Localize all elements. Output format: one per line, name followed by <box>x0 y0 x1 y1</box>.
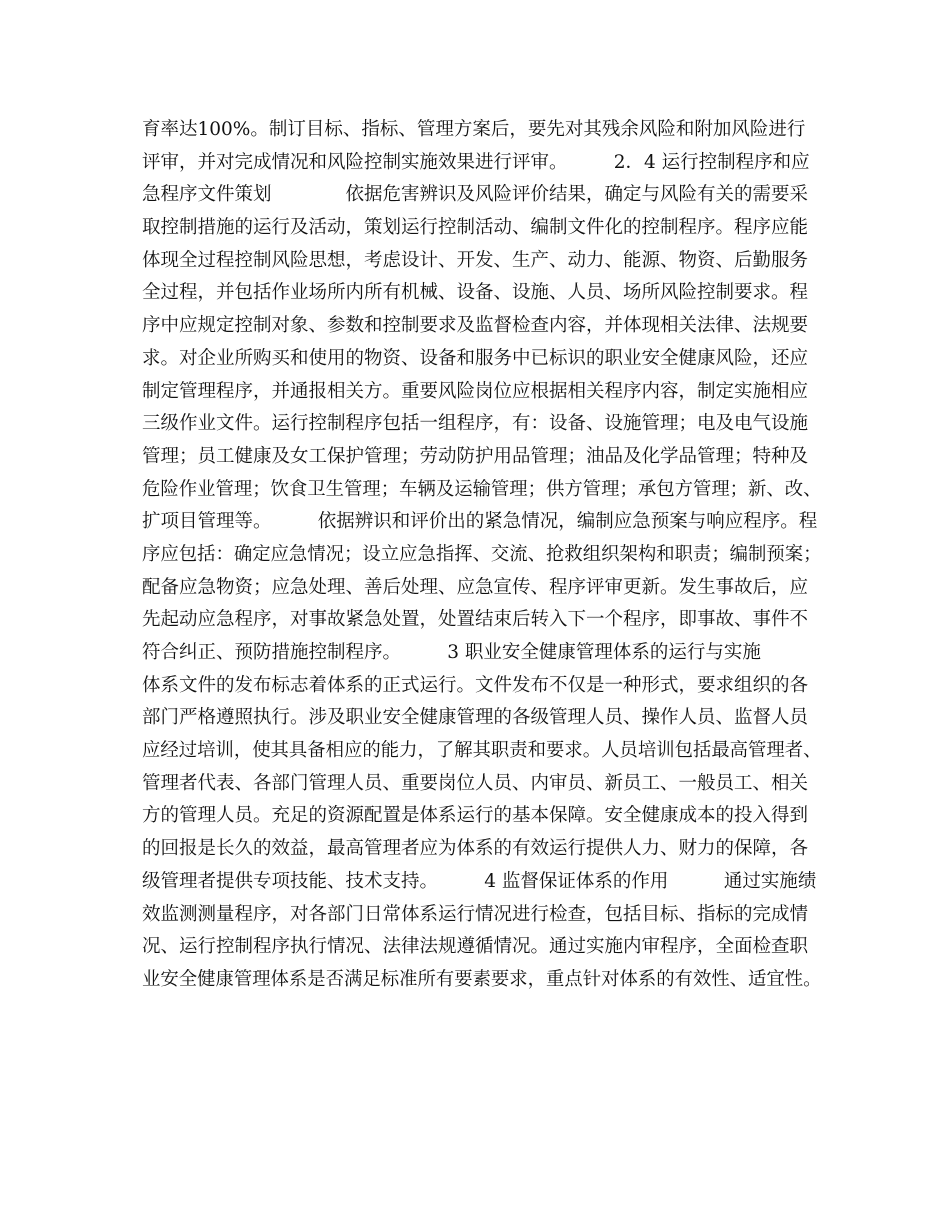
text-line: 急程序文件策划 依据危害辨识及风险评价结果，确定与风险有关的需要采 <box>142 184 809 206</box>
text-line: 全过程，并包括作业场所内所有机械、设备、设施、人员、场所风险控制要求。程 <box>142 282 809 304</box>
text-line: 序应包括：确定应急情况；设立应急指挥、交流、抢救组织架构和职责；编制预案； <box>142 543 822 565</box>
text-line: 业安全健康管理体系是否满足标准所有要素要求，重点针对体系的有效性、适宜性。 <box>142 968 822 990</box>
text-line: 管理者代表、各部门管理人员、重要岗位人员、内审员、新员工、一般员工、相关 <box>142 772 809 794</box>
text-line: 危险作业管理；饮食卫生管理；车辆及运输管理；供方管理；承包方管理；新、改、 <box>142 478 822 500</box>
text-line: 应经过培训，使其具备相应的能力，了解其职责和要求。人员培训包括最高管理者、 <box>142 740 822 762</box>
text-line: 配备应急物资；应急处理、善后处理、应急宣传、程序评审更新。发生事故后，应 <box>142 576 809 598</box>
text-line: 育率达100%。制订目标、指标、管理方案后，要先对其残余风险和附加风险进行 <box>142 119 806 140</box>
text-line: 先起动应急程序，对事故紧急处置，处置结束后转入下一个程序，即事故、事件不 <box>142 609 809 631</box>
text-line: 体系文件的发布标志着体系的正式运行。文件发布不仅是一种形式，要求组织的各 <box>142 674 809 696</box>
text-line: 符合纠正、预防措施控制程序。 3 职业安全健康管理体系的运行与实施 <box>142 642 798 663</box>
text-line: 的回报是长久的效益，最高管理者应为体系的有效运行提供人力、财力的保障，各 <box>142 838 809 860</box>
text-line: 求。对企业所购买和使用的物资、设备和服务中已标识的职业安全健康风险，还应 <box>142 347 809 369</box>
text-line: 方的管理人员。充足的资源配置是体系运行的基本保障。安全健康成本的投入得到 <box>142 805 809 827</box>
text-line: 评审，并对完成情况和风险控制实施效果进行评审。 2．4 运行控制程序和应 <box>142 151 810 173</box>
text-line: 扩项目管理等。 依据辨识和评价出的紧急情况，编制应急预案与响应程序。程 <box>142 511 818 533</box>
body-text <box>142 114 822 997</box>
text-line: 体现全过程控制风险思想，考虑设计、开发、生产、动力、能源、物资、后勤服务 <box>142 249 809 271</box>
text-line: 部门严格遵照执行。涉及职业安全健康管理的各级管理人员、操作人员、监督人员 <box>142 707 809 729</box>
text-line: 取控制措施的运行及活动，策划运行控制活动、编制文件化的控制程序。程序应能 <box>142 217 809 239</box>
text-line: 效监测测量程序，对各部门日常体系运行情况进行检查，包括目标、指标的完成情 <box>142 903 809 925</box>
text-line: 序中应规定控制对象、参数和控制要求及监督检查内容，并体现相关法律、法规要 <box>142 315 809 337</box>
text-line: 管理；员工健康及女工保护管理；劳动防护用品管理；油品及化学品管理；特种及 <box>142 445 809 467</box>
text-line: 况、运行控制程序执行情况、法律法规遵循情况。通过实施内审程序，全面检查职 <box>142 936 809 958</box>
text-line: 级管理者提供专项技能、技术支持。 4 监督保证体系的作用 通过实施绩 <box>142 870 817 892</box>
text-line: 三级作业文件。运行控制程序包括一组程序，有：设备、设施管理；电及电气设施 <box>142 413 809 435</box>
text-line: 制定管理程序，并通报相关方。重要风险岗位应根据相关程序内容，制定实施相应 <box>142 380 809 402</box>
